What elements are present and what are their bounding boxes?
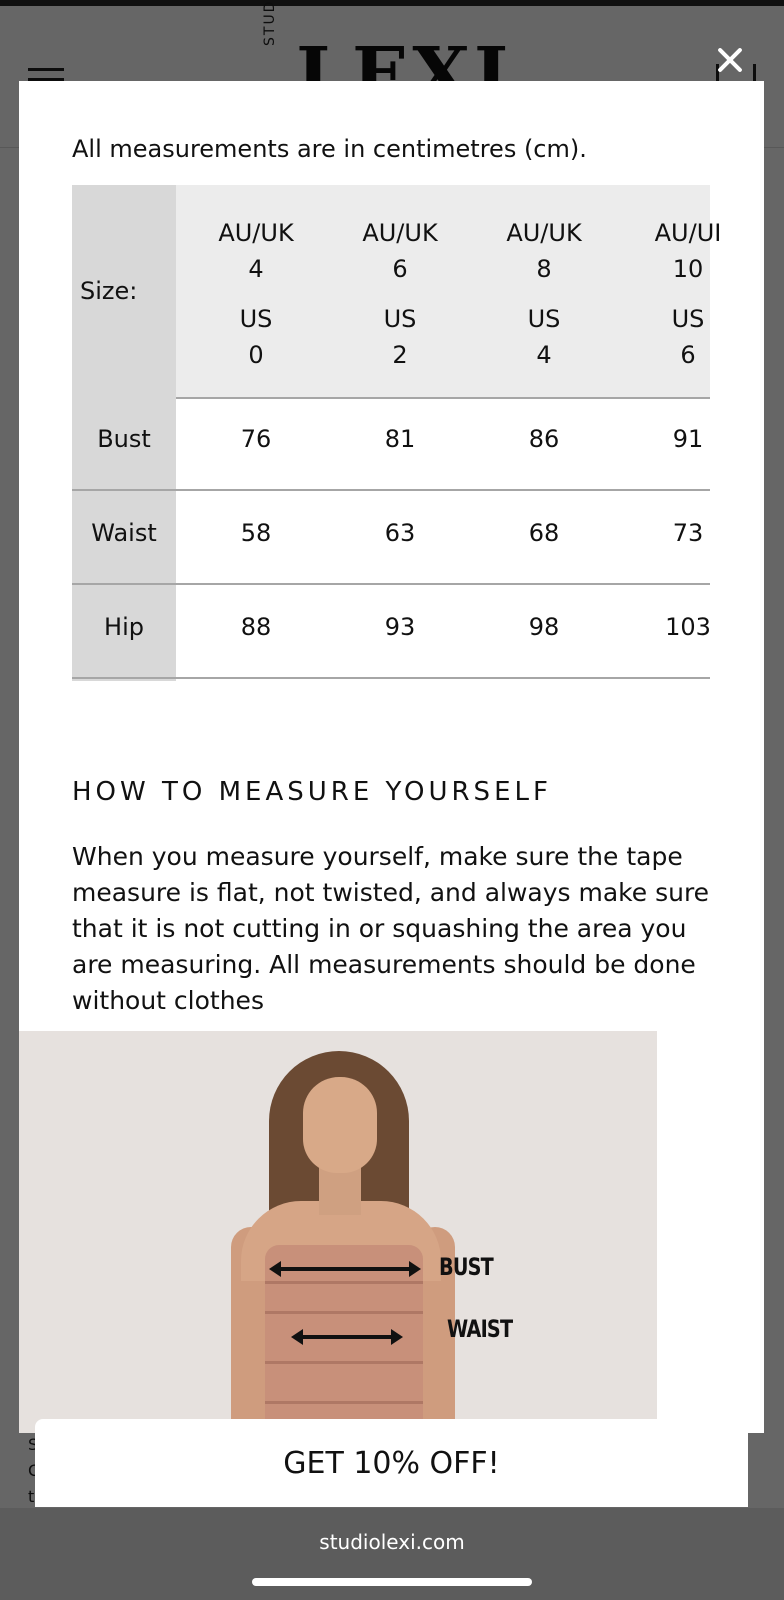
browser-address-bar: [0, 1508, 784, 1600]
table-cell: 63: [384, 519, 416, 547]
size-column-header: [616, 215, 760, 373]
row-label-bust: Bust: [97, 425, 151, 453]
us-size: 4: [536, 341, 552, 369]
us-label: US: [527, 305, 561, 333]
table-cell: 73: [672, 519, 704, 547]
table-cell: 93: [384, 613, 416, 641]
table-cell: 91: [672, 425, 704, 453]
measurement-photo: [19, 1031, 657, 1433]
table-cell: 88: [240, 613, 272, 641]
us-size: 2: [392, 341, 408, 369]
table-cell: 68: [528, 519, 560, 547]
bust-label: BUST: [439, 1253, 493, 1281]
row-divider: [72, 489, 710, 491]
url-text[interactable]: studiolexi.com: [319, 1530, 465, 1554]
table-cell: 58: [240, 519, 272, 547]
au-size: 10: [672, 255, 704, 283]
table-cell: 98: [528, 613, 560, 641]
au-size: 8: [536, 255, 552, 283]
au-label: AU/UK: [362, 219, 438, 247]
size-column-header: [328, 215, 472, 373]
row-label-waist: Waist: [91, 519, 157, 547]
table-cell: 81: [384, 425, 416, 453]
model-dress: [265, 1245, 423, 1445]
dress-fold: [265, 1361, 423, 1364]
size-label: Size:: [80, 277, 138, 305]
size-column-header: [184, 215, 328, 373]
au-size: 4: [248, 255, 264, 283]
au-label: AU/UI: [654, 219, 722, 247]
model-face: [303, 1077, 377, 1173]
row-divider: [72, 677, 710, 679]
size-guide-modal: [19, 81, 764, 1433]
home-indicator[interactable]: [252, 1578, 532, 1586]
measure-heading: HOW TO MEASURE YOURSELF: [72, 777, 552, 807]
us-label: US: [383, 305, 417, 333]
us-label: US: [671, 305, 705, 333]
au-label: AU/UK: [218, 219, 294, 247]
dress-fold: [265, 1401, 423, 1404]
measurement-intro: All measurements are in centimetres (cm).: [72, 135, 587, 163]
bust-arrow: [275, 1267, 415, 1271]
table-cell: 86: [528, 425, 560, 453]
waist-label: WAIST: [447, 1315, 513, 1343]
us-size: 6: [680, 341, 696, 369]
size-column-header: [472, 215, 616, 373]
table-cell: 76: [240, 425, 272, 453]
table-cell: 103: [665, 613, 711, 641]
dress-fold: [265, 1281, 423, 1284]
measure-instructions: When you measure yourself, make sure the tape measure is flat, not twisted, and always make sure that it is not cutting in or squashing the area you are measuring. All measurements should be done without clothes: [72, 842, 710, 1015]
discount-button[interactable]: GET 10% OFF!: [35, 1419, 748, 1507]
row-divider: [72, 583, 710, 585]
au-size: 6: [392, 255, 408, 283]
au-label: AU/UK: [506, 219, 582, 247]
row-label-hip: Hip: [104, 613, 144, 641]
us-label: US: [239, 305, 273, 333]
us-size: 0: [248, 341, 264, 369]
size-chart-table: [72, 185, 722, 685]
close-icon[interactable]: [712, 42, 748, 78]
waist-arrow: [297, 1335, 397, 1339]
dress-fold: [265, 1311, 423, 1314]
